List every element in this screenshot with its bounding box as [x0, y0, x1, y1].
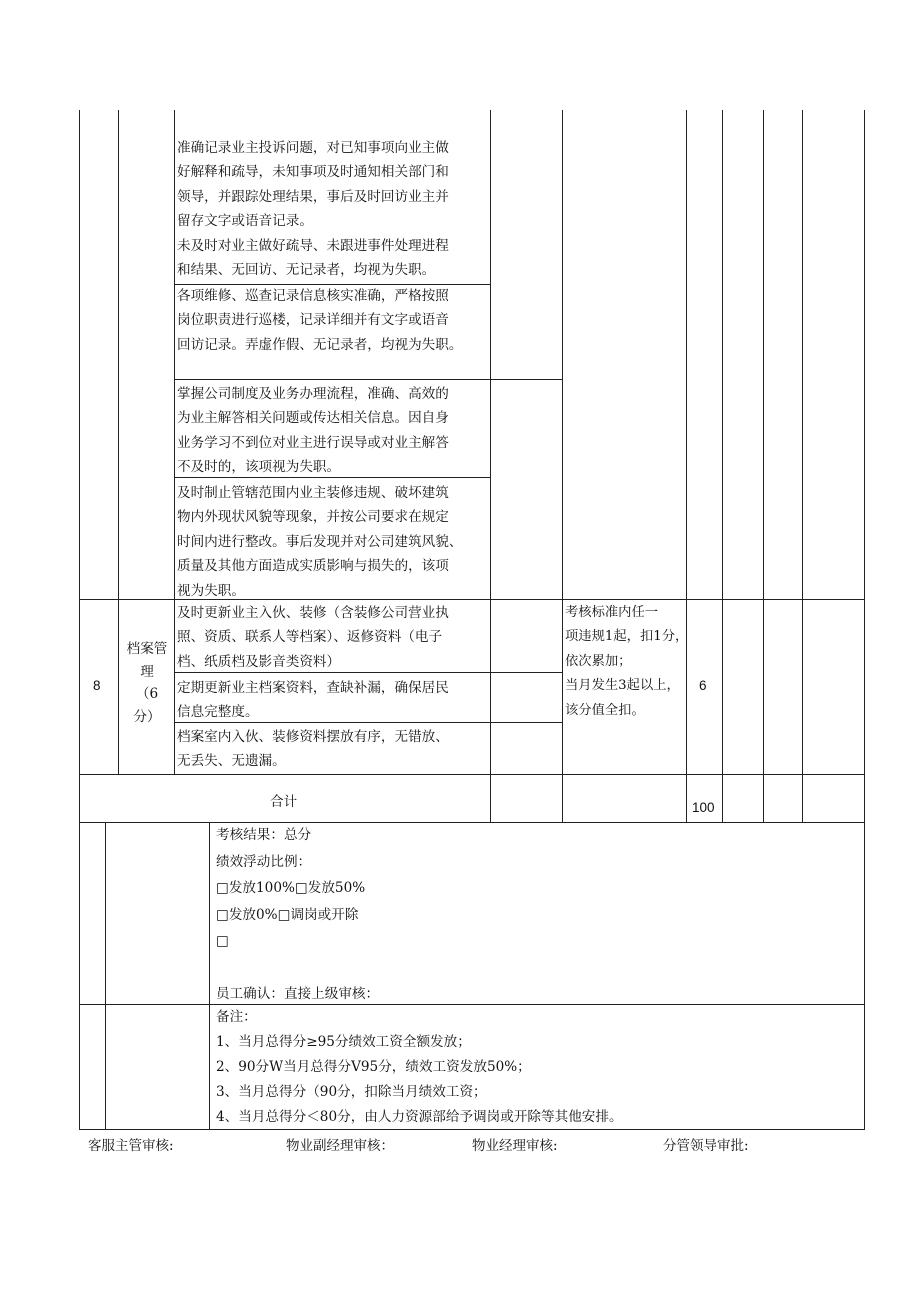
criterion-archive-order: 档案室内入伙、装修资料摆放有序，无错放、 无丢失、无遗漏。 [177, 729, 449, 770]
criterion-complaint-records: 准确记录业主投诉问题，对已知事项向业主做 好解释和疏导，未知事项及时通知相关部门和 领导，并跟踪处理结果，事后及时回访业主并 留存文字或语音记录。 未及时对业主做好疏导、未跟进事件处理进程 和结果、无回访、无记录者，均视为失职。 [177, 140, 449, 279]
criterion-inspection-records: 各项维修、巡查记录信息核实准确，严格按照 岗位职责进行巡楼，记录详细并有文字或语音 回访记录。弄虚作假、无记录者，均视为失职。 [177, 288, 463, 353]
criterion-archive-completeness: 定期更新业主档案资料，查缺补漏，确保居民 信息完整度。 [177, 680, 449, 721]
item-name: 档案管 理 （6 分） [126, 641, 168, 725]
item-number: 8 [93, 678, 101, 693]
leader-signature: 分管领导审批: [663, 1138, 749, 1154]
signature-line [0, 1134, 920, 1158]
deputy-manager-signature: 物业副经理审核： [286, 1138, 394, 1154]
item-score: 6 [699, 678, 707, 693]
total-score: 100 [692, 800, 715, 815]
criterion-policy-knowledge: 掌握公司制度及业务办理流程，准确、高效的 为业主解答相关问题或传达相关信息。因自身 业务学习不到位对业主进行误导或对业主解答 不及时的，该项视为失职。 [177, 386, 449, 476]
total-label: 合计 [270, 794, 298, 810]
assessment-result: 考核结果：总分 绩效浮动比例： □发放100%□发放50% □发放0%□调岗或开除 □ 员工确认：直接上级审核： [216, 827, 380, 1002]
criterion-archive-update: 及时更新业主入伙、装修（含装修公司营业执 照、资质、联系人等档案）、返修资料（电子 档、纸质档及影音类资料） [177, 605, 449, 670]
remarks: 备注： 1、当月总得分≥95分绩效工资全额发放； 2、90分W当月总得分V95分，绩效工资发放50%； 3、当月总得分（90分，扣除当月绩效工资； 4、当月总得分＜80分，由人力资源部给予调岗或开除等其他安排。 [216, 1009, 623, 1125]
manager-signature: 物业经理审核: [472, 1138, 558, 1154]
scoring-standard: 考核标准内任一 项违规1起，扣1分， 依次累加； 当月发生3起以上， 该分值全扣。 [565, 605, 689, 718]
criterion-renovation-control: 及时制止管辖范围内业主装修违规、破坏建筑 物内外现状风貌等现象，并按公司要求在规定 时间内进行整改。事后发现并对公司建筑风貌、 质量及其他方面造成实质影响与损失的，该项 视为失职。 [177, 485, 463, 599]
cs-supervisor-signature: 客服主管审核: [88, 1138, 174, 1154]
